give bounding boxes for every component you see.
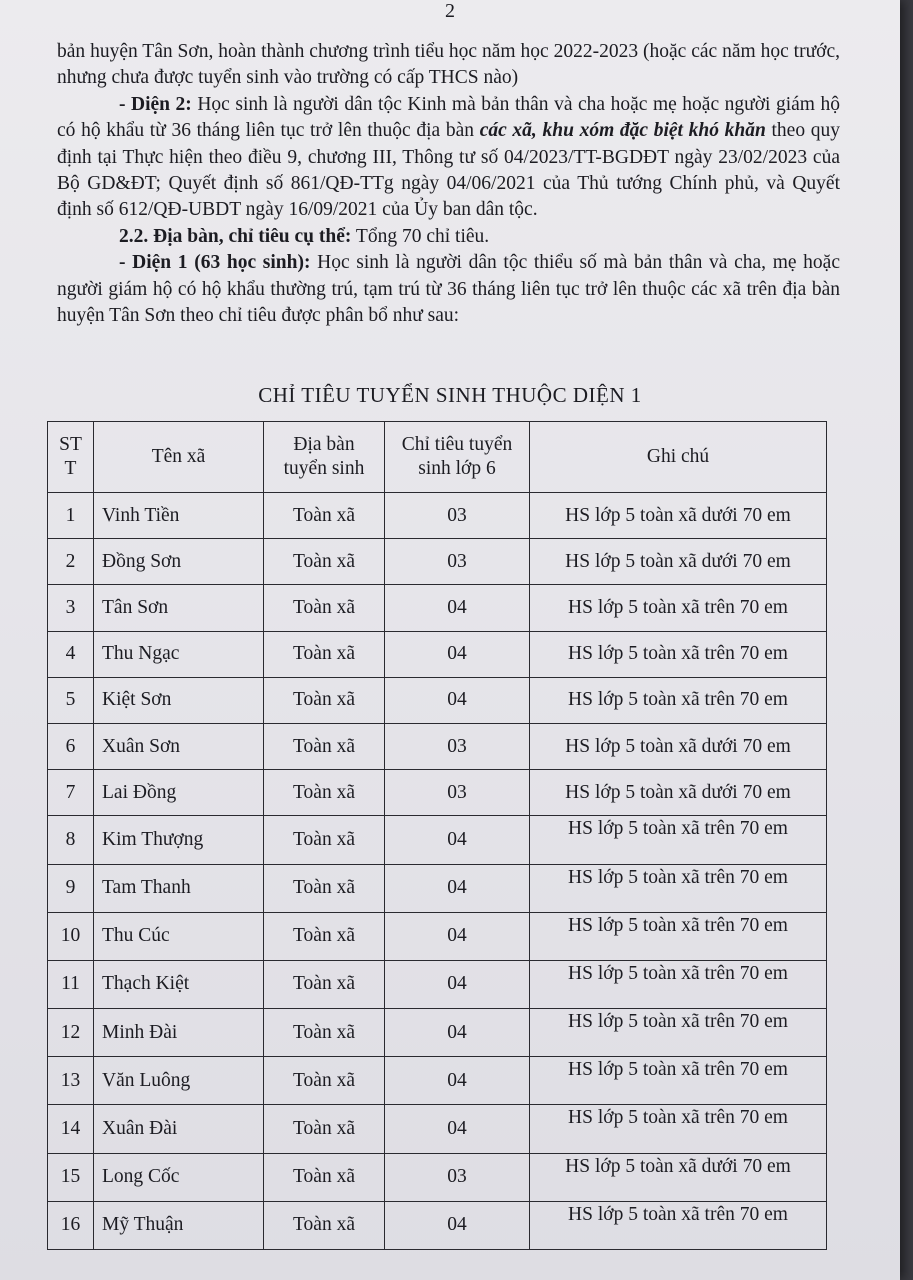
table-row bbox=[48, 677, 827, 723]
table-row bbox=[48, 539, 827, 585]
table-row bbox=[48, 912, 827, 960]
page-number: 2 bbox=[445, 0, 455, 22]
dien-2-label: - Diện 2: bbox=[119, 93, 192, 115]
header-quota: Chỉ tiêu tuyển sinh lớp 6 bbox=[385, 422, 530, 493]
cell-commune-name: Thu Ngạc bbox=[94, 631, 264, 677]
section-2-2-text: Tổng 70 chỉ tiêu. bbox=[351, 225, 490, 247]
cell-commune-name: Xuân Đài bbox=[94, 1105, 264, 1153]
cell-note: HS lớp 5 toàn xã trên 70 em bbox=[530, 631, 827, 677]
cell-commune-name: Long Cốc bbox=[94, 1153, 264, 1201]
cell-stt: 11 bbox=[48, 960, 94, 1008]
cell-quota: 04 bbox=[385, 1009, 530, 1057]
cell-area: Toàn xã bbox=[264, 539, 385, 585]
table-row bbox=[48, 1009, 827, 1057]
cell-commune-name: Vinh Tiền bbox=[94, 493, 264, 539]
header-note: Ghi chú bbox=[530, 422, 827, 493]
cell-quota: 03 bbox=[385, 493, 530, 539]
table-row bbox=[48, 816, 827, 864]
cell-area: Toàn xã bbox=[264, 585, 385, 631]
cell-area: Toàn xã bbox=[264, 1153, 385, 1201]
cell-commune-name: Văn Luông bbox=[94, 1057, 264, 1105]
cell-commune-name: Lai Đồng bbox=[94, 770, 264, 816]
cell-commune-name: Mỹ Thuận bbox=[94, 1201, 264, 1249]
quota-table bbox=[47, 421, 827, 1250]
dien-2-text-b: theo quy định tại Thực hiện theo điều 9, chương III, Thông tư số 04/2023/TT-BGDĐT ngày 23/02/2023 của Bộ GD&ĐT; Quyết định số 861/QĐ-TTg ngày 04/06/2021 của Thủ tướng Chính phủ, và Quyết định số 612/QĐ-UBDT ngày 16/09/2021 của Ủy ban dân tộc. bbox=[57, 120, 840, 221]
section-2-2-label: 2.2. Địa bàn, chỉ tiêu cụ thể: bbox=[119, 225, 352, 247]
cell-note: HS lớp 5 toàn xã dưới 70 em bbox=[530, 493, 827, 539]
table-row bbox=[48, 631, 827, 677]
cell-note: HS lớp 5 toàn xã trên 70 em bbox=[530, 1201, 827, 1249]
cell-area: Toàn xã bbox=[264, 723, 385, 769]
cell-quota: 04 bbox=[385, 631, 530, 677]
header-name: Tên xã bbox=[94, 422, 264, 493]
cell-stt: 16 bbox=[48, 1201, 94, 1249]
cell-quota: 04 bbox=[385, 677, 530, 723]
cell-commune-name: Minh Đài bbox=[94, 1009, 264, 1057]
cell-area: Toàn xã bbox=[264, 1201, 385, 1249]
header-area: Địa bàn tuyển sinh bbox=[264, 422, 385, 493]
table-title: CHỈ TIÊU TUYỂN SINH THUỘC DIỆN 1 bbox=[258, 383, 642, 407]
paragraph-continuation: bản huyện Tân Sơn, hoàn thành chương trình tiểu học năm học 2022-2023 (hoặc các năm học trước, nhưng chưa được tuyển sinh vào trường có cấp THCS nào) bbox=[57, 41, 840, 89]
cell-commune-name: Kim Thượng bbox=[94, 816, 264, 864]
cell-quota: 04 bbox=[385, 585, 530, 631]
cell-area: Toàn xã bbox=[264, 912, 385, 960]
cell-area: Toàn xã bbox=[264, 677, 385, 723]
cell-note: HS lớp 5 toàn xã trên 70 em bbox=[530, 864, 827, 912]
cell-quota: 04 bbox=[385, 912, 530, 960]
table-row bbox=[48, 1057, 827, 1105]
paragraph-section-2-2 bbox=[57, 224, 840, 250]
cell-stt: 12 bbox=[48, 1009, 94, 1057]
cell-stt: 15 bbox=[48, 1153, 94, 1201]
cell-stt: 9 bbox=[48, 864, 94, 912]
cell-quota: 04 bbox=[385, 816, 530, 864]
cell-note: HS lớp 5 toàn xã trên 70 em bbox=[530, 816, 827, 864]
cell-area: Toàn xã bbox=[264, 493, 385, 539]
cell-note: HS lớp 5 toàn xã trên 70 em bbox=[530, 585, 827, 631]
cell-stt: 2 bbox=[48, 539, 94, 585]
cell-stt: 5 bbox=[48, 677, 94, 723]
cell-area: Toàn xã bbox=[264, 1009, 385, 1057]
cell-stt: 8 bbox=[48, 816, 94, 864]
cell-quota: 03 bbox=[385, 770, 530, 816]
cell-stt: 1 bbox=[48, 493, 94, 539]
cell-commune-name: Thạch Kiệt bbox=[94, 960, 264, 1008]
cell-stt: 13 bbox=[48, 1057, 94, 1105]
cell-area: Toàn xã bbox=[264, 1105, 385, 1153]
cell-quota: 03 bbox=[385, 723, 530, 769]
cell-stt: 7 bbox=[48, 770, 94, 816]
cell-quota: 04 bbox=[385, 1057, 530, 1105]
table-row bbox=[48, 723, 827, 769]
table-header-row bbox=[48, 422, 827, 493]
cell-note: HS lớp 5 toàn xã trên 70 em bbox=[530, 1105, 827, 1153]
header-stt: ST T bbox=[48, 422, 94, 493]
cell-area: Toàn xã bbox=[264, 816, 385, 864]
cell-note: HS lớp 5 toàn xã dưới 70 em bbox=[530, 539, 827, 585]
table-row bbox=[48, 1201, 827, 1249]
dien-2-emphasis: các xã, khu xóm đặc biệt khó khăn bbox=[479, 120, 766, 142]
cell-commune-name: Kiệt Sơn bbox=[94, 677, 264, 723]
cell-commune-name: Xuân Sơn bbox=[94, 723, 264, 769]
table-row bbox=[48, 864, 827, 912]
table-row bbox=[48, 493, 827, 539]
cell-note: HS lớp 5 toàn xã trên 70 em bbox=[530, 1057, 827, 1105]
cell-note: HS lớp 5 toàn xã dưới 70 em bbox=[530, 723, 827, 769]
body-text bbox=[57, 39, 840, 329]
cell-commune-name: Thu Cúc bbox=[94, 912, 264, 960]
cell-commune-name: Tân Sơn bbox=[94, 585, 264, 631]
cell-quota: 03 bbox=[385, 1153, 530, 1201]
cell-commune-name: Đồng Sơn bbox=[94, 539, 264, 585]
cell-note: HS lớp 5 toàn xã trên 70 em bbox=[530, 677, 827, 723]
cell-note: HS lớp 5 toàn xã trên 70 em bbox=[530, 912, 827, 960]
dien-2-text-a: Học sinh là người dân tộc Kinh mà bản thân và cha hoặc mẹ hoặc người giám hộ có hộ khẩu từ 36 tháng liên tục trở lên thuộc địa bàn bbox=[57, 93, 840, 142]
cell-quota: 04 bbox=[385, 1201, 530, 1249]
paragraph-dien-1 bbox=[57, 250, 840, 329]
cell-stt: 4 bbox=[48, 631, 94, 677]
table-row bbox=[48, 960, 827, 1008]
cell-stt: 10 bbox=[48, 912, 94, 960]
cell-area: Toàn xã bbox=[264, 631, 385, 677]
cell-note: HS lớp 5 toàn xã dưới 70 em bbox=[530, 770, 827, 816]
dien-1-text: Học sinh là người dân tộc thiểu số mà bản thân và cha, mẹ hoặc người giám hộ có hộ khẩu thường trú, tạm trú từ 36 tháng liên tục trở lên thuộc các xã trên địa bàn huyện Tân Sơn theo chỉ tiêu được phân bổ như sau: bbox=[57, 252, 840, 327]
cell-quota: 04 bbox=[385, 960, 530, 1008]
cell-quota: 03 bbox=[385, 539, 530, 585]
cell-note: HS lớp 5 toàn xã trên 70 em bbox=[530, 1009, 827, 1057]
dien-1-label: - Diện 1 (63 học sinh): bbox=[119, 252, 311, 274]
cell-stt: 3 bbox=[48, 585, 94, 631]
cell-quota: 04 bbox=[385, 864, 530, 912]
cell-area: Toàn xã bbox=[264, 1057, 385, 1105]
table-row bbox=[48, 585, 827, 631]
cell-area: Toàn xã bbox=[264, 864, 385, 912]
cell-area: Toàn xã bbox=[264, 960, 385, 1008]
cell-note: HS lớp 5 toàn xã dưới 70 em bbox=[530, 1153, 827, 1201]
table-row bbox=[48, 1153, 827, 1201]
cell-stt: 6 bbox=[48, 723, 94, 769]
paragraph-dien-2 bbox=[57, 92, 840, 224]
table-row bbox=[48, 1105, 827, 1153]
cell-stt: 14 bbox=[48, 1105, 94, 1153]
cell-area: Toàn xã bbox=[264, 770, 385, 816]
cell-quota: 04 bbox=[385, 1105, 530, 1153]
table-row bbox=[48, 770, 827, 816]
cell-commune-name: Tam Thanh bbox=[94, 864, 264, 912]
cell-note: HS lớp 5 toàn xã trên 70 em bbox=[530, 960, 827, 1008]
